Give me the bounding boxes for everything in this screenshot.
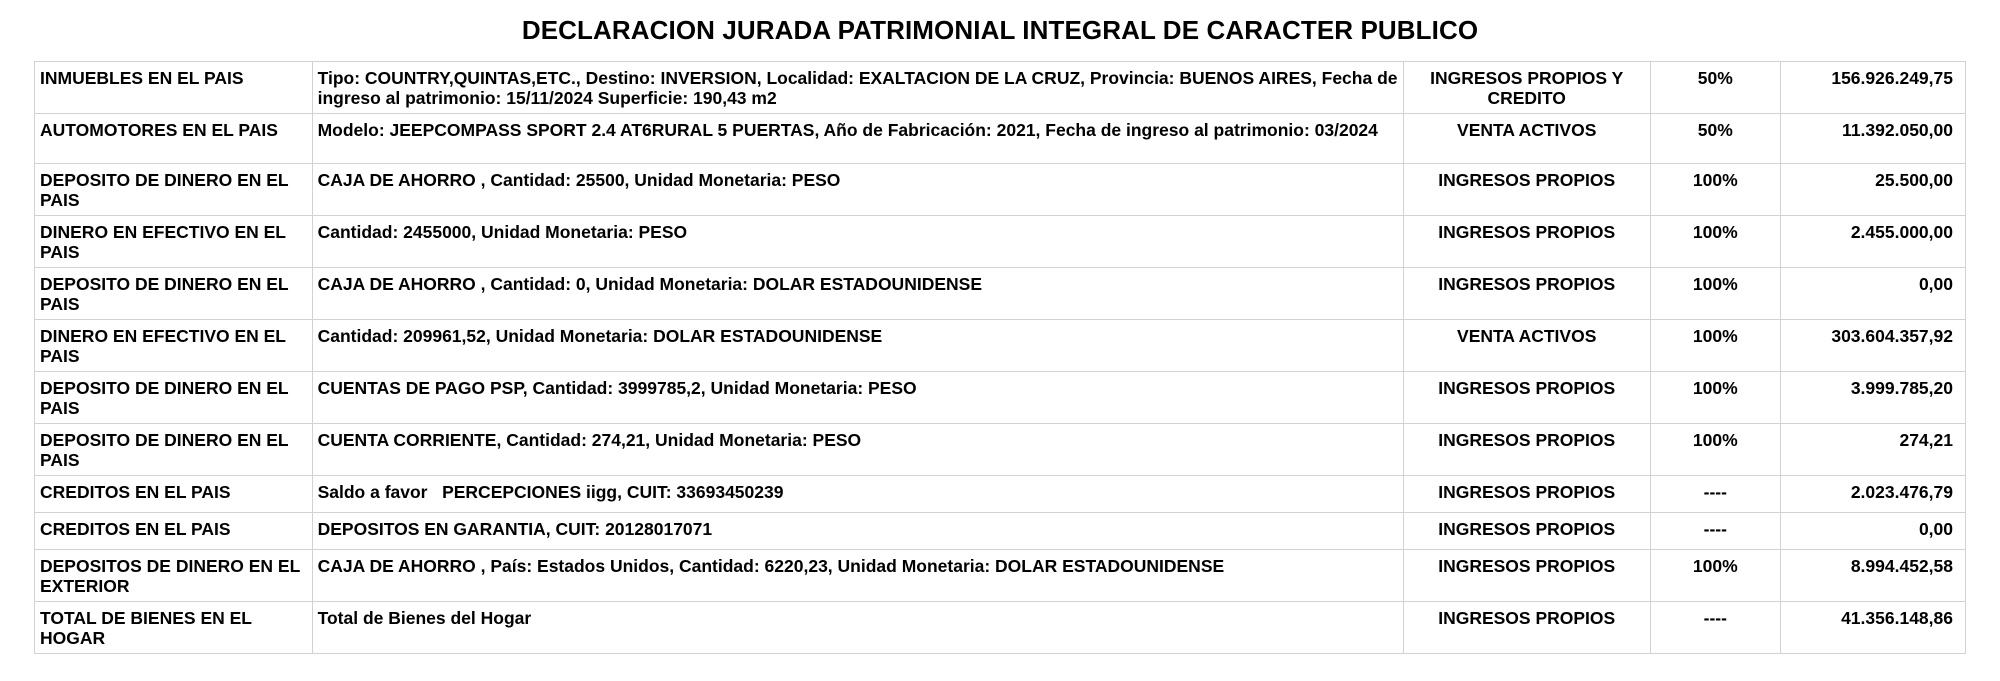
ownership-percentage: 100%	[1650, 267, 1780, 319]
asset-description: Cantidad: 209961,52, Unidad Monetaria: DOLAR ESTADOUNIDENSE	[312, 319, 1403, 371]
table-row	[34, 113, 1966, 163]
ownership-percentage: 100%	[1650, 549, 1780, 601]
ownership-percentage: ----	[1650, 601, 1780, 654]
table-row	[34, 267, 1966, 319]
asset-value: 8.994.452,58	[1780, 549, 1966, 601]
asset-category: CREDITOS EN EL PAIS	[34, 512, 312, 549]
asset-description: DEPOSITOS EN GARANTIA, CUIT: 20128017071	[312, 512, 1403, 549]
ownership-percentage: ----	[1650, 475, 1780, 512]
funds-origin: INGRESOS PROPIOS Y CREDITO	[1403, 61, 1650, 113]
funds-origin: INGRESOS PROPIOS	[1403, 475, 1650, 512]
table-row	[34, 319, 1966, 371]
funds-origin: INGRESOS PROPIOS	[1403, 601, 1650, 654]
ownership-percentage: 50%	[1650, 113, 1780, 163]
asset-value: 0,00	[1780, 512, 1966, 549]
ownership-percentage: 50%	[1650, 61, 1780, 113]
asset-description: Modelo: JEEPCOMPASS SPORT 2.4 AT6RURAL 5 PUERTAS, Año de Fabricación: 2021, Fecha de ingreso al patrimonio: 03/2024	[312, 113, 1403, 163]
table-row	[34, 61, 1966, 113]
ownership-percentage: 100%	[1650, 163, 1780, 215]
assets-table	[34, 61, 1966, 654]
asset-description: Saldo a favor PERCEPCIONES iigg, CUIT: 33693450239	[312, 475, 1403, 512]
funds-origin: INGRESOS PROPIOS	[1403, 215, 1650, 267]
asset-category: DEPOSITOS DE DINERO EN EL EXTERIOR	[34, 549, 312, 601]
funds-origin: INGRESOS PROPIOS	[1403, 423, 1650, 475]
funds-origin: INGRESOS PROPIOS	[1403, 267, 1650, 319]
asset-description: CUENTA CORRIENTE, Cantidad: 274,21, Unidad Monetaria: PESO	[312, 423, 1403, 475]
asset-category: DEPOSITO DE DINERO EN EL PAIS	[34, 267, 312, 319]
asset-category: DINERO EN EFECTIVO EN EL PAIS	[34, 319, 312, 371]
asset-description: CUENTAS DE PAGO PSP, Cantidad: 3999785,2, Unidad Monetaria: PESO	[312, 371, 1403, 423]
table-row	[34, 163, 1966, 215]
asset-value: 11.392.050,00	[1780, 113, 1966, 163]
asset-value: 3.999.785,20	[1780, 371, 1966, 423]
ownership-percentage: 100%	[1650, 319, 1780, 371]
table-row	[34, 475, 1966, 512]
table-row	[34, 371, 1966, 423]
funds-origin: INGRESOS PROPIOS	[1403, 163, 1650, 215]
asset-value: 274,21	[1780, 423, 1966, 475]
ownership-percentage: ----	[1650, 512, 1780, 549]
assets-table-body	[34, 61, 1966, 654]
table-row	[34, 512, 1966, 549]
table-row	[34, 423, 1966, 475]
ownership-percentage: 100%	[1650, 371, 1780, 423]
asset-description: Tipo: COUNTRY,QUINTAS,ETC., Destino: INVERSION, Localidad: EXALTACION DE LA CRUZ, Provincia: BUENOS AIRES, Fecha de ingreso al patrimonio: 15/11/2024 Superficie: 190,43 m2	[312, 61, 1403, 113]
asset-category: DINERO EN EFECTIVO EN EL PAIS	[34, 215, 312, 267]
asset-value: 2.455.000,00	[1780, 215, 1966, 267]
asset-description: CAJA DE AHORRO , País: Estados Unidos, Cantidad: 6220,23, Unidad Monetaria: DOLAR ESTADOUNIDENSE	[312, 549, 1403, 601]
asset-category: AUTOMOTORES EN EL PAIS	[34, 113, 312, 163]
asset-description: CAJA DE AHORRO , Cantidad: 0, Unidad Monetaria: DOLAR ESTADOUNIDENSE	[312, 267, 1403, 319]
asset-category: INMUEBLES EN EL PAIS	[34, 61, 312, 113]
funds-origin: INGRESOS PROPIOS	[1403, 371, 1650, 423]
funds-origin: INGRESOS PROPIOS	[1403, 512, 1650, 549]
asset-value: 41.356.148,86	[1780, 601, 1966, 654]
asset-category: CREDITOS EN EL PAIS	[34, 475, 312, 512]
table-row	[34, 549, 1966, 601]
asset-value: 25.500,00	[1780, 163, 1966, 215]
asset-description: CAJA DE AHORRO , Cantidad: 25500, Unidad Monetaria: PESO	[312, 163, 1403, 215]
asset-value: 156.926.249,75	[1780, 61, 1966, 113]
page-title: DECLARACION JURADA PATRIMONIAL INTEGRAL DE CARACTER PUBLICO	[521, 15, 1479, 45]
asset-category: DEPOSITO DE DINERO EN EL PAIS	[34, 163, 312, 215]
funds-origin: VENTA ACTIVOS	[1403, 113, 1650, 163]
ownership-percentage: 100%	[1650, 215, 1780, 267]
asset-description: Total de Bienes del Hogar	[312, 601, 1403, 654]
table-row	[34, 601, 1966, 654]
table-row	[34, 215, 1966, 267]
funds-origin: VENTA ACTIVOS	[1403, 319, 1650, 371]
asset-value: 303.604.357,92	[1780, 319, 1966, 371]
asset-category: TOTAL DE BIENES EN EL HOGAR	[34, 601, 312, 654]
asset-value: 2.023.476,79	[1780, 475, 1966, 512]
asset-category: DEPOSITO DE DINERO EN EL PAIS	[34, 371, 312, 423]
ownership-percentage: 100%	[1650, 423, 1780, 475]
asset-value: 0,00	[1780, 267, 1966, 319]
asset-category: DEPOSITO DE DINERO EN EL PAIS	[34, 423, 312, 475]
asset-description: Cantidad: 2455000, Unidad Monetaria: PESO	[312, 215, 1403, 267]
funds-origin: INGRESOS PROPIOS	[1403, 549, 1650, 601]
